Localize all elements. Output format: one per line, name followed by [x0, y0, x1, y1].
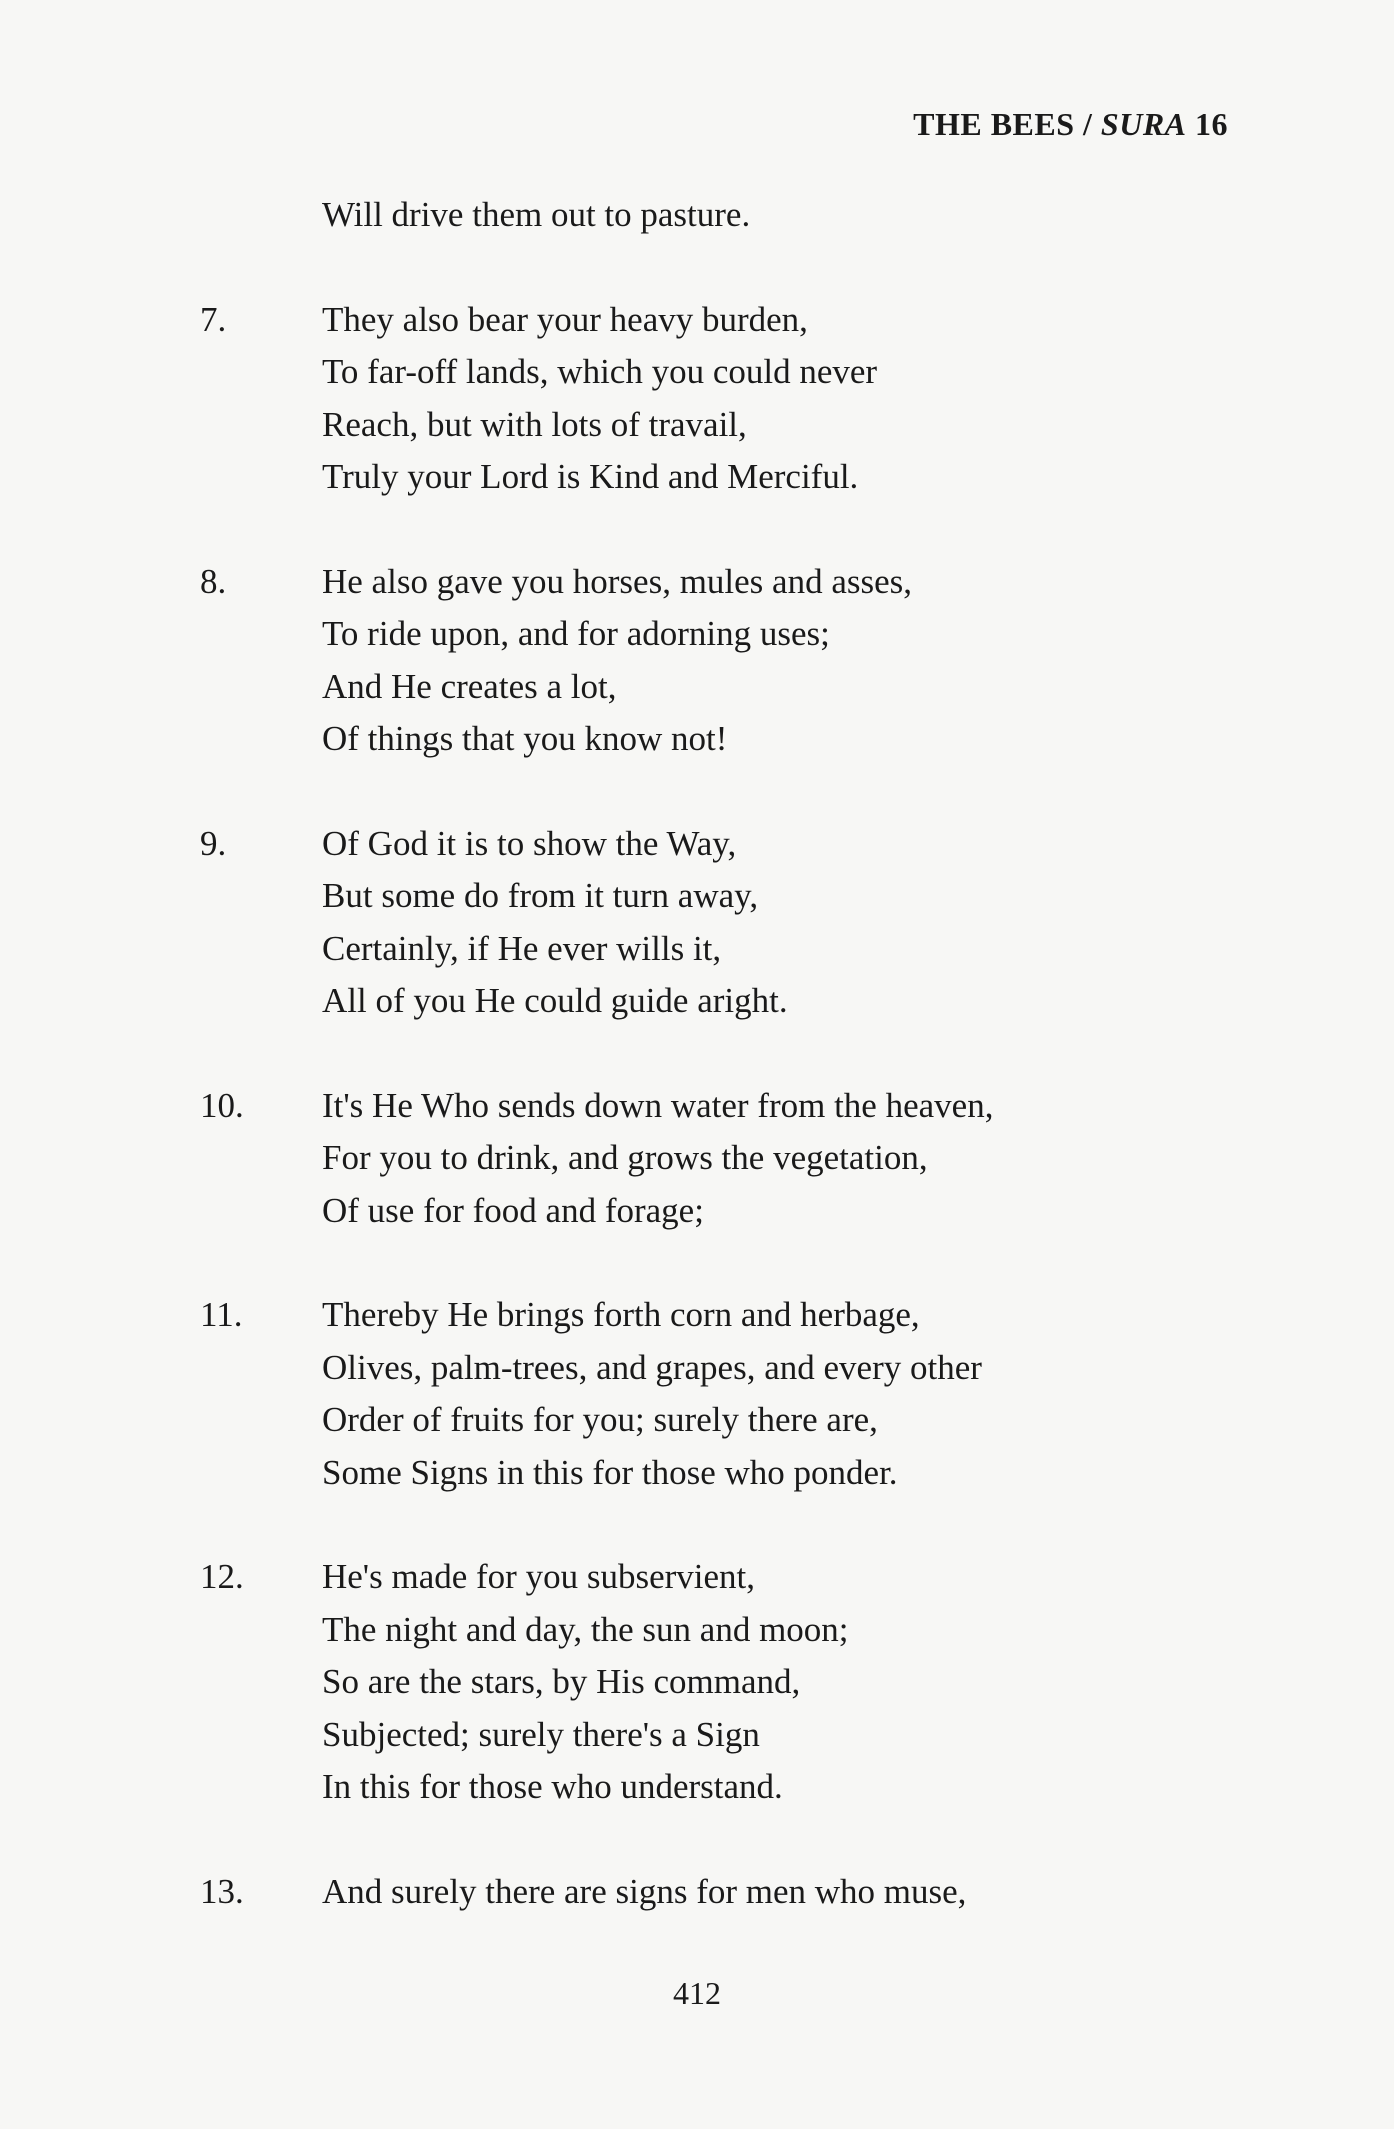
verse-line: To far-off lands, which you could never: [322, 352, 878, 391]
verse-number: 13.: [200, 1871, 244, 1911]
verse-line: Of God it is to show the Way,: [322, 823, 737, 863]
verse-line: He also gave you horses, mules and asses,: [322, 561, 913, 601]
page-number: 412: [673, 1975, 721, 2011]
verse-line: It's He Who sends down water from the heaven,: [322, 1085, 994, 1125]
verse: [200, 556, 1200, 766]
verse-line: Of things that you know not!: [322, 719, 728, 758]
verse-line: They also bear your heavy burden,: [322, 299, 808, 339]
verse-line: The night and day, the sun and moon;: [322, 1609, 849, 1649]
poem-text: [200, 189, 1200, 1970]
running-head-number: 16: [1186, 106, 1228, 142]
verse-line: But some do from it turn away,: [322, 876, 759, 915]
verse-line: And He creates a lot,: [322, 666, 617, 706]
verse: [200, 1866, 1200, 1919]
verse-lines: [322, 1289, 1200, 1499]
verse: [200, 818, 1200, 1028]
verse: [200, 1080, 1200, 1238]
verse-line: Reach, but with lots of travail,: [322, 404, 747, 444]
verse-lines: [322, 1551, 1200, 1814]
verse-line: So are the stars, by His command,: [322, 1662, 801, 1701]
verse-number: 10.: [200, 1085, 244, 1125]
verse-number: 12.: [200, 1557, 244, 1596]
continuation-line: Will drive them out to pasture.: [322, 195, 751, 234]
verse: [200, 294, 1200, 504]
verse-line: And surely there are signs for men who muse,: [322, 1871, 967, 1911]
verse-line: For you to drink, and grows the vegetation,: [322, 1138, 928, 1177]
verse-lines: [322, 1080, 1200, 1238]
running-head: [913, 106, 1228, 143]
verse-line: To ride upon, and for adorning uses;: [322, 614, 830, 653]
verse-line: Olives, palm-trees, and grapes, and every other: [322, 1347, 982, 1387]
verse-line: Truly your Lord is Kind and Merciful.: [322, 457, 859, 496]
verse-line: Thereby He brings forth corn and herbage,: [322, 1295, 920, 1334]
verse-line: He's made for you subservient,: [322, 1557, 756, 1596]
verse: [200, 1551, 1200, 1814]
verse-lines: [322, 1866, 1200, 1919]
verse-lines: [322, 556, 1200, 766]
verse-line: In this for those who understand.: [322, 1767, 783, 1806]
verse-line: Certainly, if He ever wills it,: [322, 928, 722, 968]
verse-lines: [322, 294, 1200, 504]
running-head-sura: SURA: [1100, 106, 1187, 142]
verse-list: [200, 294, 1200, 1919]
running-head-title: THE BEES /: [913, 106, 1101, 142]
verse-number: 11.: [200, 1295, 243, 1334]
verse-line: Subjected; surely there's a Sign: [322, 1714, 760, 1754]
verse-line: Order of fruits for you; surely there are,: [322, 1400, 878, 1439]
verse-number: 7.: [200, 299, 227, 339]
verse-number: 9.: [200, 823, 227, 863]
verse: [200, 1289, 1200, 1499]
verse-line: Some Signs in this for those who ponder.: [322, 1452, 898, 1492]
verse-lines: [322, 818, 1200, 1028]
verse-line: All of you He could guide aright.: [322, 981, 788, 1020]
verse-number: 8.: [200, 561, 227, 601]
verse-line: Of use for food and forage;: [322, 1190, 704, 1230]
